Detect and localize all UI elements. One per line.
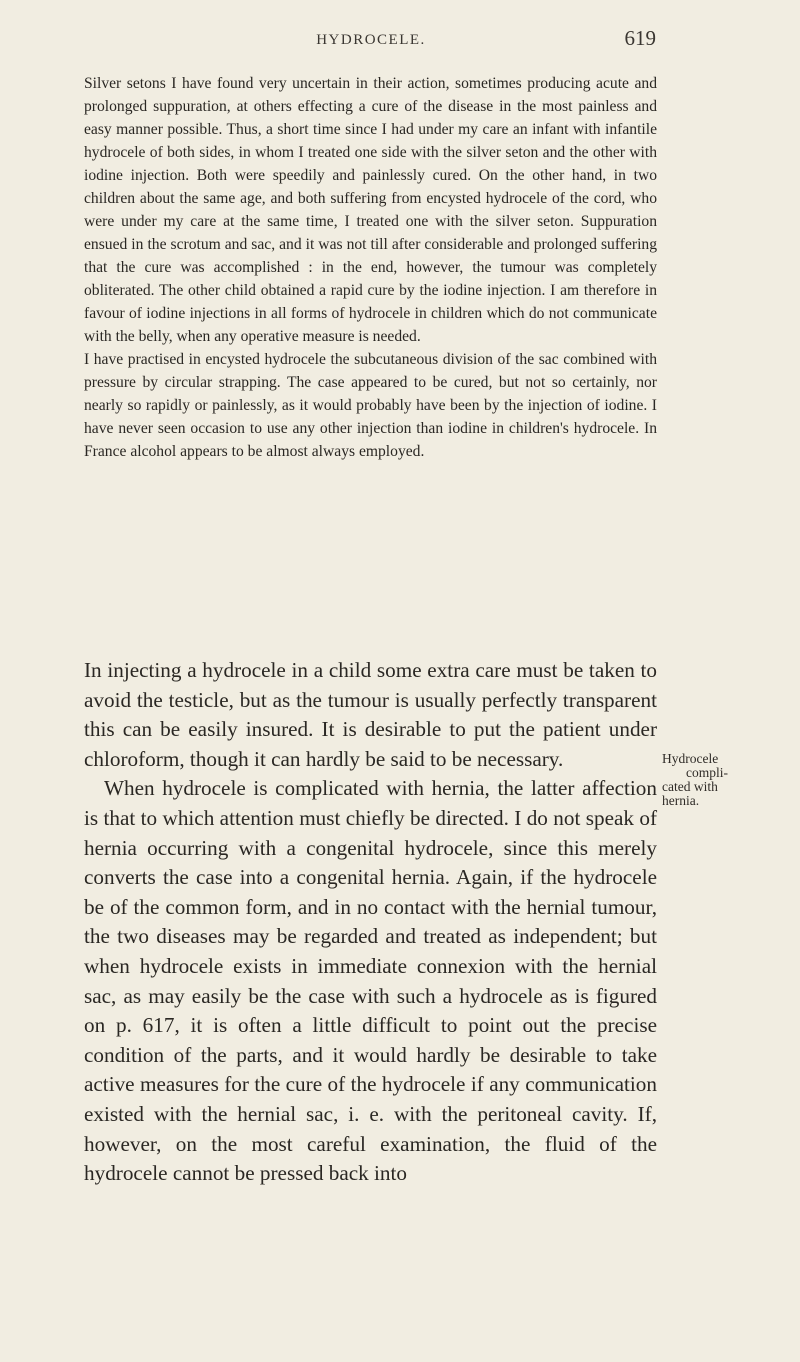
- main-text-section: [84, 656, 657, 1189]
- running-head: [86, 26, 656, 60]
- margin-note-line: Hydrocele: [662, 751, 719, 766]
- paragraph-injecting: In injecting a hydrocele in a child some extra care must be taken to avoid the testicle, but as the tumour is usually perfectly transparent this can be easily insured. It is desirable to put the patient under chloroform, though it can hardly be said to be necessary.: [84, 658, 657, 771]
- margin-note-line: hernia.: [662, 793, 700, 808]
- margin-note-line: cated with: [662, 779, 718, 794]
- small-print-section: [84, 72, 657, 463]
- margin-note: [662, 752, 750, 808]
- margin-note-line: compli-: [686, 765, 728, 780]
- page-number: 619: [624, 26, 656, 50]
- paragraph-hernia-complication: When hydrocele is complicated with hernia, the latter affection is that to which attention must chiefly be directed. I do not speak of hernia occurring with a congenital hydrocele, since this merely converts the case into a congenital hernia. Again, if the hydrocele be of the common form, and in no contact with the hernial tumour, the two diseases may be regarded and treated as independent; but when hydrocele exists in immediate connexion with the hernial sac, as may easily be the case with such a hydrocele as is figured on p. 617, it is often a little difficult to point out the precise condition of the parts, and it would hardly be desirable to take active measures for the cure of the hydrocele if any communication existed with the hernial sac, i. e. with the peritoneal cavity. If, however, on the most careful examination, the fluid of the hydrocele cannot be pressed back into: [84, 776, 657, 1186]
- paragraph-encysted-hydrocele: I have practised in encysted hydrocele the subcutaneous division of the sac combined with pressure by circular strapping. The case appeared to be cured, but not so certainly, nor nearly so rapidly or painlessly, as it would probably have been by the injection of iodine. I have never seen occasion to use any other injection than iodine in children's hydrocele. In France alcohol appears to be almost always employed.: [84, 351, 657, 460]
- paragraph-silver-setons: Silver setons I have found very uncertain in their action, sometimes producing acute and prolonged suppuration, at others effecting a cure of the disease in the most painless and easy manner possible. Thus, a short time since I had under my care an infant with infantile hydrocele of both sides, in whom I treated one side with the silver seton and the other with iodine injection. Both were speedily and painlessly cured. On the other hand, in two children about the same age, and both suffering from encysted hydrocele of the cord, who were under my care at the same time, I treated one with the silver seton. Suppuration ensued in the scrotum and sac, and it was not till after considerable and prolonged suffering that the cure was accomplished : in the end, however, the tumour was completely obliterated. The other child obtained a rapid cure by the iodine injection. I am therefore in favour of iodine injections in all forms of hydrocele in children which do not communicate with the belly, when any operative measure is needed.: [84, 75, 657, 345]
- running-title: HYDROCELE.: [316, 32, 426, 48]
